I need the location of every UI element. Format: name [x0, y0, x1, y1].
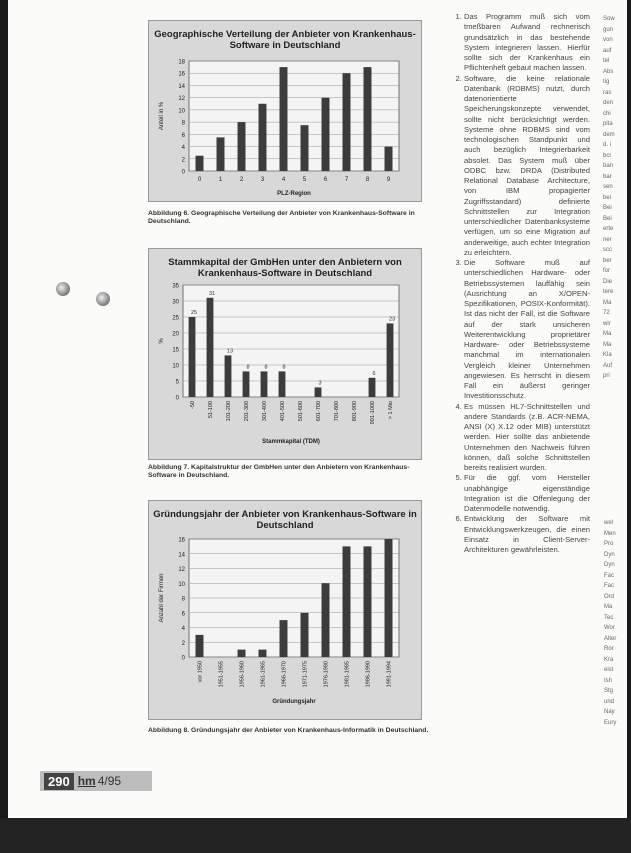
bar [322, 98, 330, 171]
fragment-line: Men [604, 530, 616, 537]
fragment-line: chi [603, 110, 611, 117]
fragment-line: Abs [603, 68, 614, 75]
fragment-line: ras [603, 89, 612, 96]
fragment-line: Ma [603, 341, 612, 348]
fragment-line: Stg [604, 688, 614, 694]
x-tick-label: 9 [386, 177, 391, 183]
fragment-line: pri [603, 373, 610, 379]
x-tick-label: 401-500 [280, 401, 286, 422]
bar [369, 378, 376, 397]
scan-left-edge [0, 0, 8, 853]
binder-hole [96, 292, 110, 306]
y-tick-label: 8 [181, 120, 185, 127]
y-tick-label: 15 [172, 347, 179, 354]
fragment-line: Bei [603, 205, 612, 211]
y-tick-label: 10 [178, 108, 185, 115]
x-tick-label: 8 [365, 177, 370, 183]
x-tick-label: 0 [197, 177, 202, 183]
page-footer [40, 771, 152, 791]
x-tick-label: 601-700 [316, 401, 322, 422]
x-tick-label: -50 [190, 401, 196, 409]
fragment-line: wir [603, 320, 611, 327]
x-tick-label: 3 [260, 177, 265, 183]
y-tick-label: 25 [172, 315, 179, 322]
y-tick-label: 35 [172, 283, 179, 290]
bar [259, 104, 267, 171]
data-label: 3 [318, 380, 322, 387]
x-tick-label: 501-600 [298, 401, 304, 422]
list-item: 6. Entwicklung der Software mit Entwicklungswerkzeugen, die einen Einsatz in Client-Server-Architekturen gewährleisten. [464, 514, 590, 555]
x-tick-label: 801-900 [352, 401, 358, 422]
x-tick-label: 51-100 [208, 401, 214, 419]
fragment-line: Ma [603, 331, 612, 337]
bar [217, 137, 225, 171]
fragment-line: ner [603, 236, 612, 243]
chart-plz-region [148, 20, 422, 202]
fragment-line: tere [603, 289, 614, 295]
x-tick-label: 2 [239, 177, 244, 183]
fragment-line: Pro [604, 541, 614, 547]
bar [225, 355, 232, 397]
data-label: 8 [246, 364, 250, 371]
fragment-line: bcr [603, 152, 612, 159]
fragment-line: Kra [604, 656, 614, 663]
fragment-line: 72 [603, 310, 610, 316]
figure-caption: Abbildung 6. Geographische Verteilung der Anbieter von Krankenhaus-Software in Deutschland. [148, 210, 415, 226]
fragment-line: Ma [604, 604, 613, 610]
fragment-line: sen [603, 184, 613, 190]
x-tick-label: > 1 Mio [388, 401, 394, 420]
fragment-line: Eury [604, 719, 617, 726]
y-tick-label: 2 [181, 157, 185, 164]
fragment-line: pita [603, 121, 613, 127]
bar [387, 323, 394, 397]
list-item: 2. Software, die keine relationale Datenbank (RDBMS) nutzt, durch datenorientierte Speicherungskonzepte verwendet, sollte nicht berücksichtigt werden. Systeme ohne RDBMS sind vom technologischen Standpunkt und auch bezüglich Integrierbarkeit absolet. Das System muß über ODBC bzw. DRDA (Distributed Relational Database Architecture, von IBM propagierter Zugriffsstandard) definierte Schnittstellen zur Integration unterschiedlicher Datenbanksysteme verfügen, um so eine Migration auf anderweitige, auch echter Integration zu erleichtern. [464, 74, 590, 259]
list-item: 1. Das Programm muß sich vom tmeßbaren Aufwand rechnerisch grundsätzlich in das bestehende System integrieren lassen. Hierfür sollte sich der Krankenhaus ein Pflichtenheft gebaut machen lassen. [464, 12, 590, 74]
x-tick-label: 1971-1975 [302, 661, 309, 688]
chart-title: Geographische Verteilung der Anbieter von Krankenhaus-Software in Deutschland [154, 29, 416, 51]
fragment-line: Sow [603, 16, 615, 22]
figure-caption: Abbildung 7. Kapitalstruktur der GmbHen unter den Anbietern von Krankenhaus-Software in Deutschland. [148, 464, 410, 480]
bar [238, 650, 246, 657]
x-tick-label: 701-800 [334, 401, 340, 422]
y-tick-label: 4 [181, 145, 185, 152]
y-tick-label: 14 [178, 83, 185, 90]
bar [280, 67, 288, 171]
x-tick-label: 301-400 [262, 401, 268, 422]
y-tick-label: 12 [178, 96, 185, 103]
fragment-line: bei [603, 194, 612, 201]
x-tick-label: 101-200 [226, 401, 232, 422]
bar [364, 67, 372, 171]
bar [301, 613, 309, 657]
y-tick-label: 4 [181, 626, 185, 632]
bar [364, 546, 372, 657]
adjacent-page-fragment [603, 14, 628, 382]
scan-bottom-band [0, 818, 631, 853]
fragment-line: Dyn [604, 562, 615, 568]
bar [343, 73, 351, 171]
y-tick-label: 12 [178, 567, 185, 573]
fragment-line: Ror [604, 646, 614, 652]
bar [280, 620, 288, 657]
y-tick-label: 6 [181, 611, 185, 618]
x-tick-label: 1966-1970 [281, 661, 288, 688]
fragment-line: Ma [603, 299, 612, 306]
requirements-list [448, 12, 590, 555]
figure-caption: Abbildung 8. Gründungsjahr der Anbieter von Krankenhaus-Informatik in Deutschland. [148, 727, 429, 734]
bar [261, 371, 268, 397]
y-tick-label: 10 [178, 581, 185, 588]
plot-area [183, 285, 399, 397]
x-tick-label: 1991-1994 [386, 661, 393, 688]
fragment-line: Fac [604, 583, 615, 589]
fragment-line: Nay [604, 709, 615, 715]
fragment-line: Bei [603, 215, 612, 222]
y-tick-label: 14 [178, 552, 185, 559]
issue-number: 4/95 [97, 774, 122, 788]
data-label: 31 [208, 290, 216, 297]
list-item: 4. Es müssen HL7-Schnittstellen und andere Standards (z.B. ACR-NEMA, ANSI (X) X.12 oder MIB) unterstützt werden. Hier sollte das anbietende Unternehmen den Nachweis führen können, daß solche Schnittstellen bereits realisiert wurden. [464, 402, 590, 474]
fragment-line: Alter [604, 635, 617, 642]
fragment-line: von [603, 37, 613, 43]
fragment-line: Kla [603, 352, 612, 358]
x-tick-label: 1956-1960 [239, 661, 246, 688]
fragment-line: den [603, 100, 614, 106]
bar [238, 122, 246, 171]
chart-plot [149, 249, 421, 459]
x-tick-label: 1951-1955 [218, 661, 225, 688]
bar [207, 298, 214, 397]
fragment-line: Auf [603, 362, 613, 369]
x-tick-label: 201-300 [244, 401, 250, 422]
data-label: 8 [264, 364, 268, 371]
list-item: 5. Für die ggf. vom Hersteller unabhängige eigenständige Integration ist die Offenlegung der Datenmodelle notwendig. [464, 473, 590, 514]
fragment-line: ban [603, 163, 614, 169]
y-axis-label: % [159, 338, 165, 344]
y-tick-label: 0 [175, 395, 179, 402]
fragment-line: und [604, 698, 615, 705]
x-axis-label: PLZ-Region [277, 191, 311, 197]
fragment-line: erte [603, 226, 614, 232]
body-text-column [448, 12, 590, 555]
y-tick-label: 0 [181, 169, 185, 176]
fragment-line: ber [603, 257, 612, 264]
x-axis-label: Stammkapital (TDM) [262, 439, 320, 445]
y-tick-label: 20 [172, 331, 179, 338]
bar [315, 387, 322, 397]
x-tick-label: 1981-1985 [344, 661, 351, 688]
x-tick-label: 1961-1965 [260, 661, 267, 688]
fragment-line: for [603, 268, 611, 274]
bar [189, 317, 196, 397]
binder-hole [56, 282, 70, 296]
data-label: 25 [190, 310, 198, 316]
bar [385, 147, 393, 171]
fragment-line: wel [604, 520, 614, 526]
bar [279, 371, 286, 397]
data-label: 23 [388, 316, 396, 323]
x-tick-label: 6 [323, 177, 328, 183]
fragment-line: Ish [604, 677, 613, 684]
fragment-line: dem [603, 131, 615, 138]
fragment-line: tel [603, 58, 610, 64]
fragment-line: Dyn [604, 551, 615, 558]
y-tick-label: 16 [178, 71, 185, 78]
fragment-line: d. i [603, 142, 612, 148]
data-label: 13 [226, 348, 234, 355]
fragment-line: bar [603, 173, 612, 180]
y-tick-label: 8 [181, 596, 185, 603]
bar [259, 650, 267, 657]
chart-title: Stammkapital der GmbHen unter den Anbietern von Krankenhaus-Software in Deutschland [168, 257, 402, 279]
bar [301, 125, 309, 171]
fragment-line: Die [603, 278, 613, 285]
x-tick-label: 5 [302, 177, 307, 183]
y-tick-label: 10 [172, 363, 179, 370]
x-tick-label: 7 [344, 177, 349, 183]
y-tick-label: 30 [172, 299, 179, 306]
chart-gruendungsjahr [148, 500, 422, 720]
fragment-line: Wor [604, 625, 615, 631]
page-number: 290 [44, 773, 74, 790]
bar [243, 371, 250, 397]
bar [343, 546, 351, 657]
fragment-line: auf [603, 47, 612, 54]
x-tick-label: 1986-1990 [365, 661, 372, 688]
x-tick-label: 1976-1980 [323, 661, 330, 688]
adjacent-page-fragment [604, 518, 629, 728]
chart-title: Gründungsjahr der Anbieter von Krankenhaus-Software in Deutschland [153, 509, 417, 531]
fragment-line: scc [603, 247, 612, 253]
fragment-line: eist [604, 667, 614, 673]
y-tick-label: 16 [178, 537, 185, 544]
x-tick-label: vor 1950 [197, 661, 204, 683]
x-tick-label: 1 [218, 177, 223, 183]
x-tick-label: 4 [281, 177, 286, 183]
data-label: 6 [372, 370, 376, 377]
bar [196, 156, 204, 171]
fragment-line: Fac [604, 572, 615, 579]
y-tick-label: 2 [181, 640, 185, 647]
fragment-line: tig [603, 79, 610, 85]
data-label: 8 [282, 364, 286, 371]
x-tick-label: 901-1000 [370, 401, 376, 425]
magazine-logo: hm [77, 774, 96, 788]
bar [196, 635, 204, 657]
y-axis-label: Anteil in % [159, 101, 165, 131]
list-item: 3. Die Software muß auf unterschiedlichen Hardware- oder Betriebssystemen lauffähig sein (Ausrichtung an X/OPEN-Spezifikationen, POSIX-Konformität). Ist das nicht der Fall, ist die Software auf der stark unsicheren Weiterentwicklung proprietärer Hardware- oder Betriebssysteme manchmal im internationalen Vergleich kleiner Unternehmen angewiesen. Es herrscht in diesem Fall ein äußerst geringer Investitionsschutz. [464, 258, 590, 402]
chart-plot [149, 501, 421, 719]
bar [322, 583, 330, 657]
y-axis-label: Anzahl der Firmen [159, 573, 165, 623]
y-tick-label: 18 [178, 59, 185, 66]
fragment-line: Ord [604, 593, 615, 600]
y-tick-label: 6 [181, 132, 185, 139]
chart-stammkapital [148, 248, 422, 460]
y-tick-label: 5 [175, 379, 179, 386]
x-axis-label: Gründungsjahr [272, 699, 316, 705]
fragment-line: gun [603, 26, 614, 33]
chart-plot [149, 21, 421, 201]
fragment-line: Tec [604, 614, 614, 621]
y-tick-label: 0 [181, 655, 185, 662]
bar [385, 539, 393, 657]
